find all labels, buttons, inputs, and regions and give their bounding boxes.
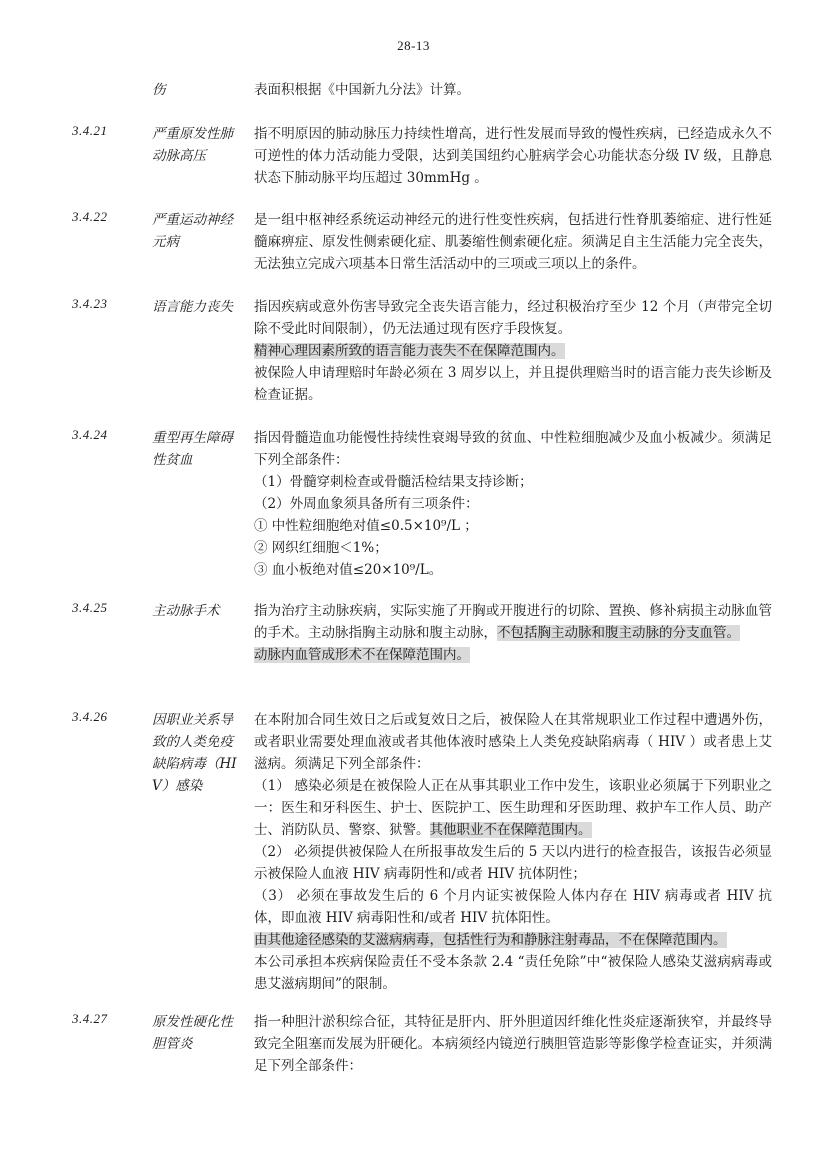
clause-body (254, 209, 772, 275)
clause-paragraph: 表面积根据《中国新九分法》计算。 (254, 82, 470, 98)
clause-number: 3.4.25 (72, 600, 108, 615)
clause-paragraph: 本公司承担本疾病保险责任不受本条款 2.4 “责任免除”中“被保险人感染艾滋病病毒或患艾滋病期间”的限制。 (254, 954, 772, 992)
clause-body (254, 296, 772, 406)
clause-title: 严重原发性肺动脉高压 (152, 126, 233, 164)
condition-item: （2） 必须提供被保险人在所报事故发生后的 5 天以内进行的检查报告，该报告必须显示被保险人血液 HIV 病毒阴性和/或者 HIV 抗体阴性； (254, 844, 772, 882)
exclusion-note: 由其他途径感染的艾滋病病毒，包括性行为和静脉注射毒品，不在保障范围内。 (254, 932, 727, 948)
clause-paragraph: 被保险人申请理赔时年龄必须在 3 周岁以上，并且提供理赔当时的语言能力丧失诊断及检查证据。 (254, 365, 772, 403)
clause-body (254, 123, 772, 189)
clause-paragraph: 是一组中枢神经系统运动神经元的进行性变性疾病，包括进行性脊肌萎缩症、进行性延髓麻痹症、原发性侧索硬化症、肌萎缩性侧索硬化症。须满足自主生活能力完全丧失，无法独立完成六项基本日常生活活动中的三项或三项以上的条件。 (254, 212, 772, 272)
clause-title: 主动脉手术 (152, 603, 220, 619)
condition-subitem: ① 中性粒细胞绝对值≤0.5×10⁹/L ； (254, 518, 478, 534)
clause-title: 因职业关系导致的人类免疫缺陷病毒（HIV）感染 (152, 712, 237, 794)
exclusion-note: 不包括胸主动脉和腹主动脉的分支血管。 (497, 625, 740, 641)
clause-title: 语言能力丧失 (152, 299, 233, 315)
condition-subitem: ② 网织红细胞＜1%； (254, 540, 388, 556)
clause-paragraph: 在本附加合同生效日之后或复效日之后，被保险人在其常规职业工作过程中遭遇外伤，或者职业需要处理血液或者其他体液时感染上人类免疫缺陷病毒（ HIV ）或者患上艾滋病。须满足下列全部条件： (254, 712, 772, 772)
clause-paragraph: 指因疾病或意外伤害导致完全丧失语言能力，经过积极治疗至少 12 个月（声带完全切除不受此时间限制），仍无法通过现有医疗手段恢复。 (254, 299, 772, 337)
clause-number: 3.4.23 (72, 296, 108, 311)
clause-body (254, 79, 772, 101)
clause-body (254, 600, 772, 666)
clause-number: 3.4.27 (72, 1011, 108, 1026)
condition-subitem: ③ 血小板绝对值≤20×10⁹/L。 (254, 562, 443, 578)
clause-paragraph: 指因骨髓造血功能慢性持续性衰竭导致的贫血、中性粒细胞减少及血小板减少。须满足下列全部条件： (254, 430, 772, 468)
exclusion-note: 其他职业不在保障范围内。 (429, 822, 592, 838)
clause-title: 严重运动神经元病 (152, 212, 233, 250)
clause-body (254, 1011, 772, 1077)
clause-paragraph: 指一种胆汁淤积综合征，其特征是肝内、肝外胆道因纤维化性炎症逐渐狭窄，并最终导致完全阻塞而发展为肝硬化。本病须经内镜逆行胰胆管造影等影像学检查证实，并须满足下列全部条件： (254, 1014, 772, 1074)
clause-paragraph: 指不明原因的肺动脉压力持续性增高，进行性发展而导致的慢性疾病，已经造成永久不可逆性的体力活动能力受限，达到美国纽约心脏病学会心功能状态分级 IV 级，且静息状态下肺动脉平均压超过 30mmHg 。 (254, 126, 772, 186)
clause-body (254, 709, 772, 995)
clause-paragraph: 指为治疗主动脉疾病，实际实施了开胸或开腹进行的切除、置换、修补病损主动脉血管的手术。主动脉指胸主动脉和腹主动脉，不包括胸主动脉和腹主动脉的分支血管。 (254, 603, 772, 641)
clause-title: 原发性硬化性胆管炎 (152, 1014, 233, 1052)
clause-title: 重型再生障碍性贫血 (152, 430, 233, 468)
condition-item: （1）骨髓穿刺检查或骨髓活检结果支持诊断； (254, 474, 533, 490)
exclusion-note: 精神心理因素所致的语言能力丧失不在保障范围内。 (254, 343, 565, 359)
clause-number: 3.4.24 (72, 427, 108, 442)
clause-number: 3.4.22 (72, 209, 108, 224)
clause-number: 3.4.26 (72, 709, 108, 724)
page-number: 28-13 (397, 38, 430, 53)
condition-item: （1） 感染必须是在被保险人正在从事其职业工作中发生，该职业必须属于下列职业之一：医生和牙科医生、护士、医院护工、医生助理和牙医助理、救护车工作人员、助产士、消防队员、警察、狱警。其他职业不在保障范围内。 (254, 778, 772, 838)
clause-body (254, 427, 772, 581)
exclusion-note: 动脉内血管成形术不在保障范围内。 (254, 647, 470, 663)
clause-title: 伤 (152, 82, 166, 98)
condition-item: （2）外周血象须具备所有三项条件： (254, 496, 479, 512)
condition-item: （3） 必须在事故发生后的 6 个月内证实被保险人体内存在 HIV 病毒或者 HIV 抗体，即血液 HIV 病毒阳性和/或者 HIV 抗体阳性。 (254, 888, 772, 926)
clause-number: 3.4.21 (72, 123, 108, 138)
